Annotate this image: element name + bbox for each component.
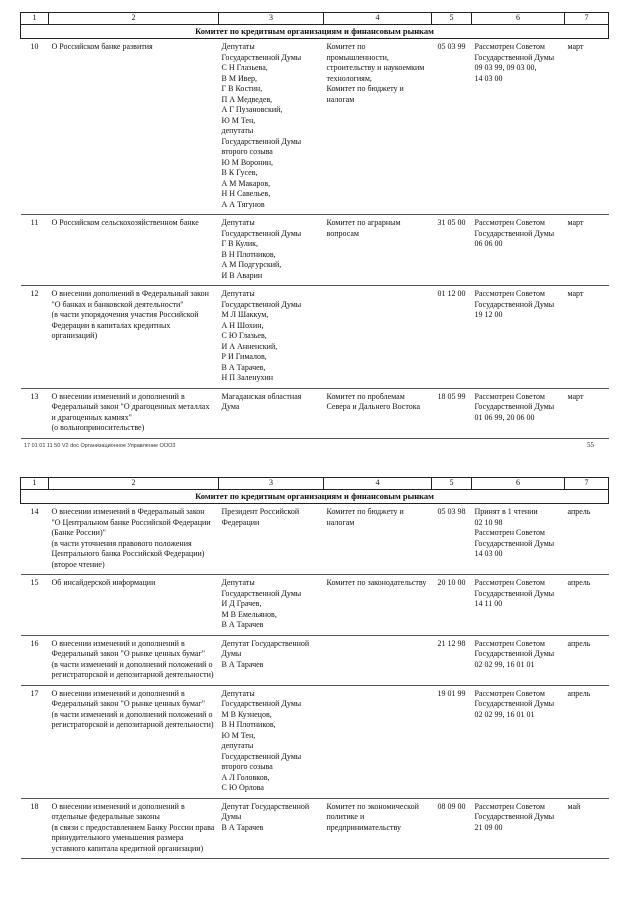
- bill-date: 20 10 00: [432, 575, 472, 636]
- bill-month: апрель: [565, 685, 609, 798]
- column-number: 4: [324, 13, 432, 25]
- table-row: [21, 575, 609, 636]
- bill-initiator: Депутаты Государственной Думы М Л Шаккум, А Н Шохин, С Ю Глазьев, И А Анненский, Р И Гималов, В А Тарачев, Н П Заленухин: [219, 286, 324, 389]
- bill-title: О внесении изменений и дополнений в Федеральный закон "О рынке ценных бумаг" (в части изменений и дополнений положений о регистраторской и депозитарной деятельности): [49, 685, 219, 798]
- bill-initiator: Депутат Государственной Думы В А Тарачев: [219, 798, 324, 859]
- row-number: 13: [21, 388, 49, 438]
- bill-status: Рассмотрен Советом Государственной Думы 01 06 99, 20 06 00: [472, 388, 565, 438]
- bill-committee: Комитет по бюджету и налогам: [324, 504, 432, 575]
- bill-committee: Комитет по экономической политике и предпринимательству: [324, 798, 432, 859]
- bill-date: 05 03 98: [432, 504, 472, 575]
- column-number: 7: [565, 478, 609, 490]
- bill-month: апрель: [565, 504, 609, 575]
- bill-date: 01 12 00: [432, 286, 472, 389]
- bill-title: О внесении изменений и дополнений в Федеральный закон "О драгоценных металлах и драгоценных камнях" (о вольноприносительстве): [49, 388, 219, 438]
- table-row: [21, 635, 609, 685]
- column-number: 3: [219, 13, 324, 25]
- column-number: 3: [219, 478, 324, 490]
- bill-status: Рассмотрен Советом Государственной Думы 21 09 00: [472, 798, 565, 859]
- bill-title: О Российском сельскохозяйственном банке: [49, 215, 219, 286]
- column-number-header: [21, 478, 609, 490]
- row-number: 16: [21, 635, 49, 685]
- bill-date: 05 03 99: [432, 39, 472, 215]
- bill-date: 08 09 00: [432, 798, 472, 859]
- bill-committee: Комитет по аграрным вопросам: [324, 215, 432, 286]
- bill-initiator: Магаданская областная Дума: [219, 388, 324, 438]
- table-row: [21, 798, 609, 859]
- row-number: 12: [21, 286, 49, 389]
- bill-status: Рассмотрен Советом Государственной Думы 14 11 00: [472, 575, 565, 636]
- bill-month: май: [565, 798, 609, 859]
- bill-title: О внесении изменений и дополнений в отдельные федеральные законы (в связи с предоставлением Банку России права принудительного уменьшения размера уставного капитала кредитной организации): [49, 798, 219, 859]
- column-number: 6: [472, 478, 565, 490]
- bill-status: Рассмотрен Советом Государственной Думы 02 02 99, 16 01 01: [472, 635, 565, 685]
- bill-date: 31 05 00: [432, 215, 472, 286]
- bill-date: 21 12 98: [432, 635, 472, 685]
- bill-title: Об инсайдерской информации: [49, 575, 219, 636]
- bill-title: О внесении изменений в Федеральный закон "О Центральном банке Российской Федерации (Банке России)" (в части уточнения правового положения Центрального банка Российской Федерации) (второе чтение): [49, 504, 219, 575]
- section-title: Комитет по кредитным организациям и финансовым рынкам: [21, 489, 609, 504]
- bill-committee: [324, 286, 432, 389]
- column-number: 5: [432, 13, 472, 25]
- row-number: 15: [21, 575, 49, 636]
- section-heading-row: [21, 24, 609, 39]
- bill-month: март: [565, 39, 609, 215]
- column-number-header: [21, 13, 609, 25]
- bill-status: Рассмотрен Советом Государственной Думы 19 12 00: [472, 286, 565, 389]
- table-row: [21, 504, 609, 575]
- bill-month: апрель: [565, 635, 609, 685]
- bill-status: Рассмотрен Советом Государственной Думы 09 03 99, 09 03 00, 14 03 00: [472, 39, 565, 215]
- bill-initiator: Депутаты Государственной Думы Г В Кулик, В Н Плотников, А М Подгурский, И В Аварин: [219, 215, 324, 286]
- column-number: 7: [565, 13, 609, 25]
- bill-committee: [324, 685, 432, 798]
- column-number: 1: [21, 13, 49, 25]
- bill-initiator: Президент Российской Федерации: [219, 504, 324, 575]
- bill-status: Рассмотрен Советом Государственной Думы 02 02 99, 16 01 01: [472, 685, 565, 798]
- bill-committee: [324, 635, 432, 685]
- bill-month: март: [565, 215, 609, 286]
- bill-title: О внесении дополнений в Федеральный закон "О банках и банковской деятельности" (в части упорядочения участия Российской Федерации в капиталах кредитных организаций): [49, 286, 219, 389]
- bill-initiator: Депутат Государственной Думы В А Тарачев: [219, 635, 324, 685]
- row-number: 11: [21, 215, 49, 286]
- column-number: 1: [21, 478, 49, 490]
- bill-status: Рассмотрен Советом Государственной Думы 06 06 00: [472, 215, 565, 286]
- bills-table-page-2: [20, 477, 609, 859]
- bill-title: О Российском банке развития: [49, 39, 219, 215]
- bill-title: О внесении изменений и дополнений в Федеральный закон "О рынке ценных бумаг" (в части изменений и дополнений положений о регистраторской и депозитарной деятельности): [49, 635, 219, 685]
- section-heading-row: [21, 489, 609, 504]
- bill-committee: Комитет по законодательству: [324, 575, 432, 636]
- bill-committee: Комитет по промышленности, строительству и наукоемким технологиям, Комитет по бюджету и налогам: [324, 39, 432, 215]
- bill-date: 18 05 99: [432, 388, 472, 438]
- column-number: 2: [49, 13, 219, 25]
- bill-committee: Комитет по проблемам Севера и Дальнего Востока: [324, 388, 432, 438]
- table-row: [21, 286, 609, 389]
- bill-initiator: Депутаты Государственной Думы С Н Глазьева, В М Ивер, Г В Костин, П А Медведев, А Г Пузановский, Ю М Тен, депутаты Государственной Думы второго созыва Ю М Воронин, В К Гусев, А М Макаров, Н Н Савельев, А А Тягунов: [219, 39, 324, 215]
- bill-initiator: Депутаты Государственной Думы И Д Грачев, М В Емельянов, В А Тарачев: [219, 575, 324, 636]
- row-number: 10: [21, 39, 49, 215]
- column-number: 4: [324, 478, 432, 490]
- bills-table-page-1: [20, 12, 609, 439]
- section-title: Комитет по кредитным организациям и финансовым рынкам: [21, 24, 609, 39]
- column-number: 2: [49, 478, 219, 490]
- bill-month: март: [565, 286, 609, 389]
- bill-status: Принят в 1 чтении 02 10 98 Рассмотрен Советом Государственной Думы 14 03 00: [472, 504, 565, 575]
- column-number: 5: [432, 478, 472, 490]
- table-row: [21, 215, 609, 286]
- row-number: 14: [21, 504, 49, 575]
- bill-date: 19 01 99: [432, 685, 472, 798]
- bill-month: апрель: [565, 575, 609, 636]
- bill-initiator: Депутаты Государственной Думы М В Кузнецов, В Н Плотников, Ю М Тен, депутаты Государственной Думы второго созыва А Л Головков, С Ю Орлова: [219, 685, 324, 798]
- bill-month: март: [565, 388, 609, 438]
- page-number: 55: [587, 441, 594, 449]
- table-row: [21, 685, 609, 798]
- table-row: [21, 39, 609, 215]
- column-number: 6: [472, 13, 565, 25]
- row-number: 17: [21, 685, 49, 798]
- table-row: [21, 388, 609, 438]
- page-footer: 17 01 01 11 50 V2 doc Организационное Управление ООО3: [24, 443, 176, 449]
- row-number: 18: [21, 798, 49, 859]
